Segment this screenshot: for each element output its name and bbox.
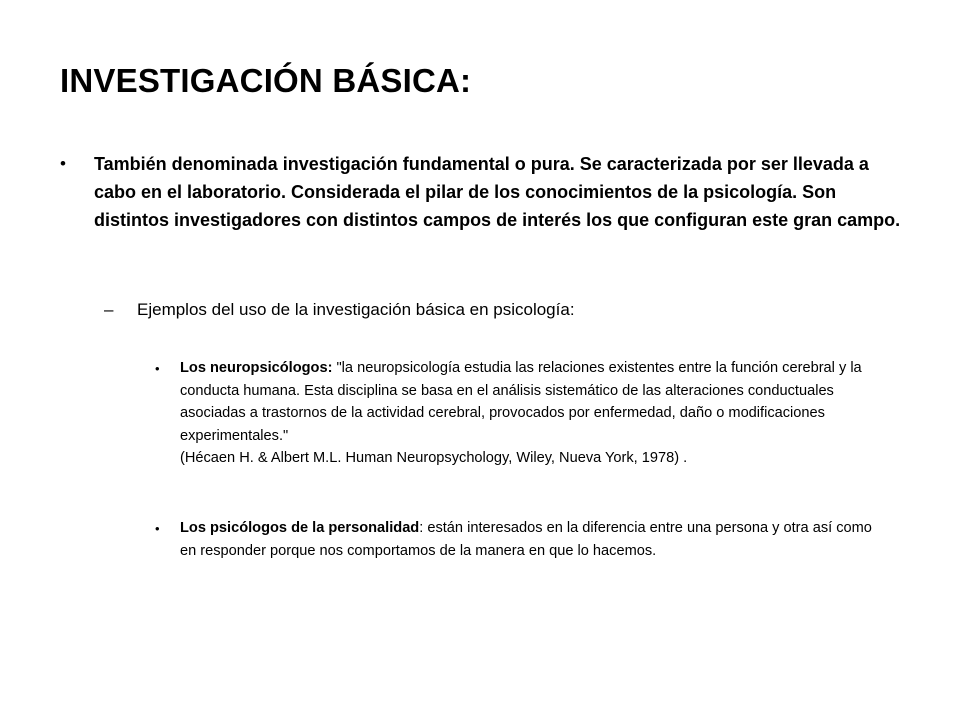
example-text (180, 357, 880, 470)
example-lead: Los psicólogos de la personalidad (180, 520, 420, 536)
example-text (180, 517, 880, 562)
bullet-marker: • (60, 154, 66, 173)
bullet-marker: • (155, 521, 160, 536)
sub-bullet (104, 297, 884, 323)
bullet-marker: • (155, 361, 160, 376)
main-bullet (60, 150, 910, 234)
sub-bullet-text: Ejemplos del uso de la investigación básica en psicología: (137, 300, 575, 319)
example-body: "la neuropsicología estudia las relaciones existentes entre la función cerebral y la conducta humana. Esta disciplina se basa en el análisis sistemático de las alteraciones conductuales asociadas a trastornos de la actividad cerebral, provocados por enfermedad, daño o modificaciones experimentales." (180, 360, 862, 444)
slide-title: INVESTIGACIÓN BÁSICA: (60, 62, 472, 99)
example-body: : están interesados en la diferencia entre una persona y otra así como en responder porque nos comportamos de la manera en que lo hacemos. (180, 520, 872, 559)
example-personality-psychologists (155, 517, 885, 562)
dash-marker: – (104, 300, 114, 319)
example-lead: Los neuropsicólogos: (180, 360, 333, 376)
main-bullet-text: También denominada investigación fundamental o pura. Se caracterizada por ser llevada a cabo en el laboratorio. Considerada el pilar de los conocimientos de la psicología. Son distintos investigadores con distintos campos de interés los que configuran este gran campo. (94, 154, 901, 230)
example-neuropsychologists (155, 357, 885, 470)
example-citation: (Hécaen H. & Albert M.L. Human Neuropsychology, Wiley, Nueva York, 1978) . (180, 450, 688, 466)
